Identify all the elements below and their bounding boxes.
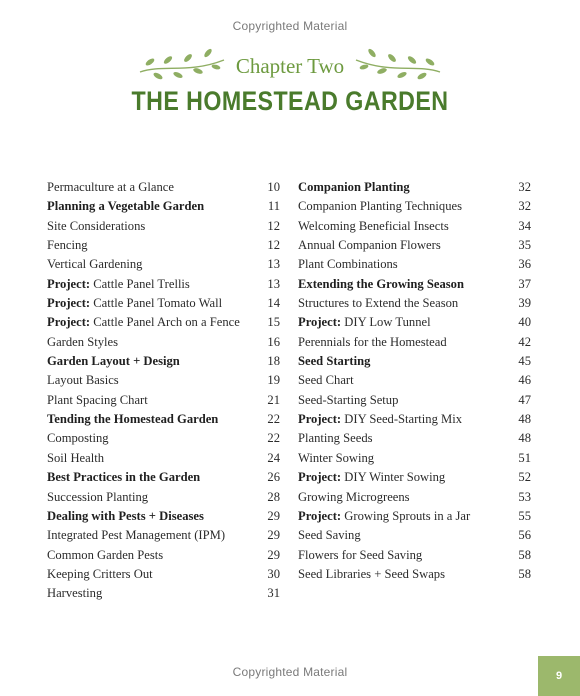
toc-entry-prefix: Project: [47, 315, 91, 330]
toc-entry-text: Best Practices in the Garden [47, 470, 201, 485]
toc-entry-text: Dealing with Pests + Diseases [47, 508, 204, 523]
toc-entry [298, 354, 531, 373]
toc-entry-text: Planting Seeds [298, 431, 373, 446]
toc-entry-page: 36 [518, 257, 531, 272]
toc-entry-text: Welcoming Beneficial Insects [298, 218, 449, 233]
toc-entry-page: 30 [267, 566, 280, 581]
toc-entry-prefix: Project: [298, 315, 342, 330]
toc-entry [298, 373, 531, 392]
toc-entry-text: Permaculture at a Glance [47, 180, 174, 194]
toc-entry-title [47, 354, 180, 369]
toc-entry [298, 412, 531, 431]
toc-entry-text: Site Considerations [47, 218, 146, 233]
toc-entry-title [298, 470, 445, 485]
toc-entry-page: 42 [518, 334, 531, 349]
toc-entry [47, 277, 280, 296]
toc-entry-text: Seed Saving [298, 528, 361, 543]
toc-entry-text: Garden Layout + Design [47, 354, 180, 369]
toc-entry [298, 335, 531, 354]
toc-right-column [298, 180, 531, 586]
toc-entry-title [298, 412, 462, 427]
toc-entry-title [298, 296, 458, 311]
toc-entry-text: DIY Winter Sowing [344, 470, 446, 485]
toc-entry-title [47, 335, 118, 350]
toc-entry [47, 199, 280, 218]
toc-entry-title [47, 296, 222, 311]
toc-entry-title [47, 277, 190, 292]
toc-entry-title [298, 257, 398, 272]
toc-entry-page: 19 [267, 373, 280, 388]
toc-entry-page: 56 [518, 528, 531, 543]
toc-entry-text: Planning a Vegetable Garden [47, 199, 205, 214]
toc-entry [47, 257, 280, 276]
toc-entry-title [47, 315, 240, 330]
toc-entry-title [47, 586, 102, 601]
toc-entry [47, 451, 280, 470]
toc-entry-page: 39 [518, 296, 531, 311]
toc-entry-text: Plant Combinations [298, 257, 398, 272]
toc-entry-page: 22 [267, 412, 280, 427]
toc-entry-page: 24 [267, 450, 280, 465]
page-number: 9 [555, 670, 563, 682]
toc-entry-title [298, 490, 410, 505]
toc-entry-page: 12 [267, 238, 280, 253]
toc-entry-text: Extending the Growing Season [298, 276, 464, 291]
toc-entry [47, 586, 280, 605]
toc-entry-page: 15 [267, 315, 280, 330]
toc-entry-page: 55 [518, 508, 531, 523]
toc-entry-text: Growing Microgreens [298, 489, 410, 504]
chapter-label: Chapter Two [235, 53, 345, 78]
chapter-header [0, 42, 580, 84]
toc-entry-title [47, 451, 104, 466]
toc-entry-page: 29 [267, 528, 280, 543]
toc-entry [298, 431, 531, 450]
toc-entry-title [298, 451, 374, 466]
toc-entry-title [298, 354, 370, 369]
toc-entry-text: Fencing [47, 238, 88, 253]
toc-entry-page: 48 [518, 431, 531, 446]
toc-entry-text: Structures to Extend the Season [298, 296, 459, 311]
vine-right-icon [354, 42, 442, 84]
toc-entry-text: Integrated Pest Management (IPM) [47, 528, 226, 543]
toc-entry-title [47, 393, 148, 408]
copyright-notice-bottom: Copyrighted Material [232, 665, 348, 679]
toc-entry-page: 58 [518, 566, 531, 581]
toc-entry-page: 10 [267, 180, 280, 194]
toc-entry [298, 199, 531, 218]
toc-entry-text: Cattle Panel Tomato Wall [93, 296, 223, 311]
toc-entry-page: 48 [518, 412, 531, 427]
toc-entry-page: 31 [267, 586, 280, 601]
toc-entry [298, 180, 531, 199]
toc-entry-title [47, 528, 225, 543]
toc-entry-text: Garden Styles [47, 334, 118, 349]
toc-entry [47, 219, 280, 238]
toc-entry [298, 219, 531, 238]
toc-entry-title [47, 257, 142, 272]
toc-entry-title [298, 528, 361, 543]
page-number-tab [538, 656, 580, 696]
toc-entry-page: 52 [518, 470, 531, 485]
toc-entry-text: Flowers for Seed Saving [298, 547, 423, 562]
toc-entry-title [47, 180, 174, 195]
toc-entry-title [47, 548, 163, 563]
toc-entry-title [47, 238, 88, 253]
toc-entry-page: 22 [267, 431, 280, 446]
toc-entry [47, 490, 280, 509]
toc-entry-title [47, 373, 119, 388]
toc-entry-page: 58 [518, 547, 531, 562]
toc-entry [298, 451, 531, 470]
toc-entry-text: DIY Seed-Starting Mix [344, 412, 463, 427]
toc-entry-text: Composting [47, 431, 109, 446]
toc-entry-page: 37 [518, 276, 531, 291]
toc-entry [47, 373, 280, 392]
toc-entry-page: 18 [267, 354, 280, 369]
toc-entry-page: 13 [267, 257, 280, 272]
toc-entry-page: 29 [267, 547, 280, 562]
copyright-notice-top: Copyrighted Material [232, 19, 348, 33]
toc-entry-text: Plant Spacing Chart [47, 392, 148, 407]
toc-entry-page: 35 [518, 238, 531, 253]
toc-entry [298, 490, 531, 509]
toc-entry [47, 509, 280, 528]
toc-entry-text: Cattle Panel Trellis [93, 276, 190, 291]
toc-entry-title [298, 431, 373, 446]
toc-entry-text: Perennials for the Homestead [298, 334, 447, 349]
toc-entry-page: 45 [518, 354, 531, 369]
toc-entry-title [298, 219, 449, 234]
toc-entry-text: Tending the Homestead Garden [47, 412, 219, 427]
toc-entry [47, 412, 280, 431]
toc-entry [47, 296, 280, 315]
toc-entry [47, 431, 280, 450]
toc-entry-title [47, 412, 218, 427]
toc-entry [47, 335, 280, 354]
toc-entry-page: 29 [267, 508, 280, 523]
toc-entry-text: DIY Low Tunnel [344, 315, 431, 330]
toc-entry-text: Vertical Gardening [47, 257, 143, 272]
toc-entry-page: 34 [518, 218, 531, 233]
toc-entry-prefix: Project: [47, 276, 91, 291]
vine-left-icon [138, 42, 226, 84]
toc-entry-page: 26 [267, 470, 280, 485]
toc-entry-page: 12 [267, 218, 280, 233]
toc-entry-title [47, 509, 204, 524]
toc-entry [47, 470, 280, 489]
toc-entry [47, 315, 280, 334]
toc-entry-page: 32 [518, 199, 531, 214]
toc-entry [298, 296, 531, 315]
toc-entry [47, 528, 280, 547]
toc-entry-page: 51 [518, 450, 531, 465]
toc-entry-text: Growing Sprouts in a Jar [344, 508, 471, 523]
toc-entry-title [298, 238, 441, 253]
toc-entry-page: 53 [518, 489, 531, 504]
toc-entry [298, 277, 531, 296]
toc-entry-title [47, 567, 153, 582]
toc-entry-text: Cattle Panel Arch on a Fence [93, 315, 240, 330]
toc-entry-title [298, 315, 431, 330]
toc-entry-title [47, 219, 145, 234]
toc-entry-title [298, 180, 410, 195]
toc-entry [298, 528, 531, 547]
toc-entry-text: Seed-Starting Setup [298, 392, 399, 407]
toc-entry [298, 257, 531, 276]
toc-entry-title [47, 199, 204, 214]
toc-entry [47, 180, 280, 199]
toc-entry-text: Seed Starting [298, 354, 371, 369]
toc-entry-text: Companion Planting [298, 180, 410, 194]
toc-entry-page: 21 [267, 392, 280, 407]
toc-entry-text: Succession Planting [47, 489, 149, 504]
toc-entry-prefix: Project: [298, 412, 342, 427]
toc-entry-prefix: Project: [298, 470, 342, 485]
toc-entry-page: 13 [267, 276, 280, 291]
toc-entry-text: Annual Companion Flowers [298, 238, 441, 253]
toc-entry-page: 16 [267, 334, 280, 349]
toc-entry-title [298, 567, 445, 582]
toc-entry-text: Companion Planting Techniques [298, 199, 462, 214]
toc-entry-page: 14 [267, 296, 280, 311]
toc-entry [47, 548, 280, 567]
toc-entry [298, 315, 531, 334]
toc-entry [298, 393, 531, 412]
toc-entry-text: Layout Basics [47, 373, 119, 388]
toc-entry [298, 548, 531, 567]
toc-entry-prefix: Project: [47, 296, 91, 311]
toc-entry [47, 567, 280, 586]
toc-entry-text: Harvesting [47, 586, 103, 601]
toc-entry-title [298, 548, 422, 563]
toc-entry [47, 238, 280, 257]
chapter-title: THE HOMESTEAD GARDEN [131, 86, 449, 116]
toc-entry-page: 46 [518, 373, 531, 388]
toc-left-column [47, 180, 280, 606]
toc-entry-title [47, 431, 109, 446]
toc-entry-title [298, 509, 470, 524]
toc-entry [47, 354, 280, 373]
toc-entry-text: Keeping Critters Out [47, 566, 153, 581]
toc-entry-text: Seed Libraries + Seed Swaps [298, 566, 445, 581]
toc-entry [298, 509, 531, 528]
toc-entry-text: Winter Sowing [298, 450, 375, 465]
toc-entry-title [298, 393, 398, 408]
toc-entry-title [47, 470, 200, 485]
toc-entry [298, 470, 531, 489]
toc-entry-title [298, 277, 464, 292]
toc-entry-page: 40 [518, 315, 531, 330]
toc-entry-page: 11 [267, 199, 280, 214]
toc-entry-page: 32 [518, 180, 531, 194]
toc-entry-text: Soil Health [47, 450, 105, 465]
toc-entry-text: Common Garden Pests [47, 547, 164, 562]
toc-entry-page: 47 [518, 392, 531, 407]
toc-entry-page: 28 [267, 489, 280, 504]
toc-entry-prefix: Project: [298, 508, 342, 523]
toc-entry-title [47, 490, 148, 505]
toc-entry-text: Seed Chart [298, 373, 354, 388]
toc-entry-title [298, 373, 354, 388]
toc-entry-title [298, 335, 447, 350]
toc-entry-title [298, 199, 462, 214]
toc-entry [298, 567, 531, 586]
toc-entry [47, 393, 280, 412]
toc-entry [298, 238, 531, 257]
